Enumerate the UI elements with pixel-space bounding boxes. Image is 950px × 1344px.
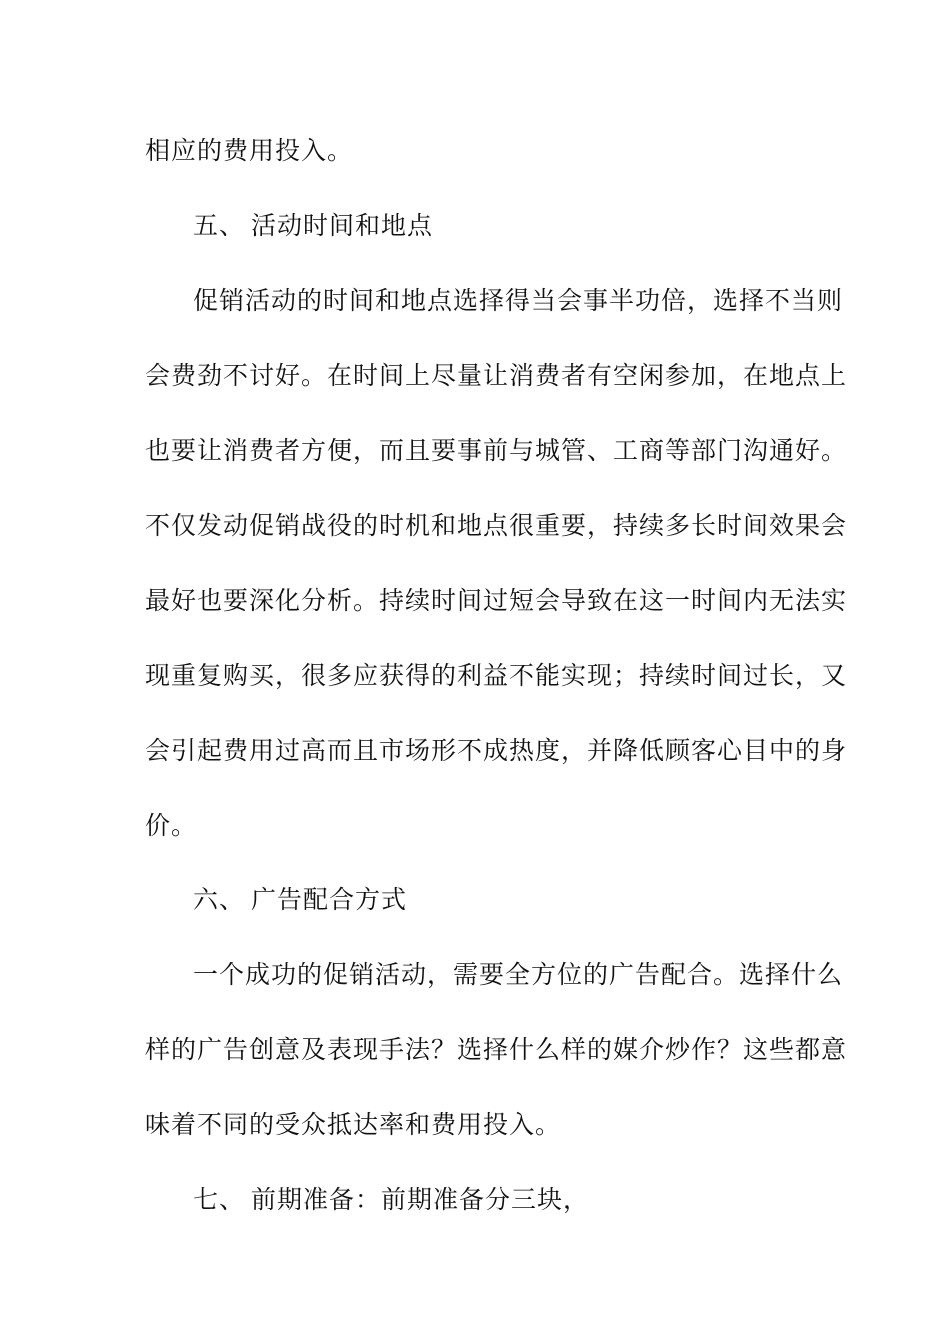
paragraph-line: 一个成功的促销活动，需要全方位的广告配合。选择什么 [193, 960, 844, 989]
section-heading-5 [193, 208, 858, 244]
paragraph-line: 味着不同的受众抵达率和费用投入。 [145, 1110, 562, 1139]
heading-number: 五、 [193, 211, 246, 240]
paragraph-line: 也要让消费者方便，而且要事前与城管、工商等部门沟通好。 [145, 436, 848, 465]
paragraph-line: 促销活动的时间和地点选择得当会事半功倍，选择不当则 [193, 286, 844, 315]
paragraph-line: 样的广告创意及表现手法？选择什么样的媒介炒作？这些都意 [145, 1035, 848, 1064]
heading-number: 七、 [193, 1185, 246, 1214]
paragraph-line: 最好也要深化分析。持续时间过短会导致在这一时间内无法实 [145, 586, 848, 615]
paragraph-line: 会引起费用过高而且市场形不成热度，并降低顾客心目中的身 [145, 736, 848, 765]
heading-number: 六、 [193, 885, 246, 914]
paragraph-line: 会费劲不讨好。在时间上尽量让消费者有空闲参加，在地点上 [145, 361, 848, 390]
section-heading-6 [193, 882, 858, 918]
heading-title: 活动时间和地点 [251, 211, 434, 240]
heading-title: 广告配合方式 [251, 885, 408, 914]
paragraph-line: 现重复购买，很多应获得的利益不能实现；持续时间过长，又 [145, 661, 848, 690]
paragraph-line: 相应的费用投入。 [145, 136, 354, 165]
heading-title: 前期准备：前期准备分三块， [251, 1185, 590, 1214]
paragraph-line: 不仅发动促销战役的时机和地点很重要，持续多长时间效果会 [145, 511, 848, 540]
paragraph-line: 价。 [145, 811, 198, 840]
section-heading-7 [193, 1182, 858, 1218]
